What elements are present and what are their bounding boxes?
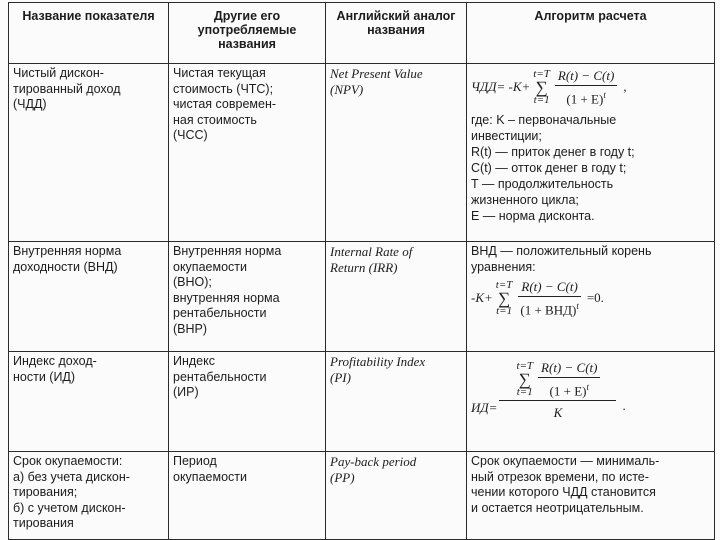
row-npv-other: Чистая текущая стоимость (ЧТС); чистая современ- ная стоимость (ЧСС) xyxy=(169,64,326,242)
legend-item: C(t) — отток денег в году t; xyxy=(471,161,627,176)
row-irr-other: Внутренняя норма окупаемости (ВНО); внутренняя норма рентабельности (ВНР) xyxy=(169,242,326,352)
sigma-icon: ∑ xyxy=(518,369,531,389)
legend-item: где: K – первоначальные инвестиции; xyxy=(471,113,617,144)
header-name: Название показателя xyxy=(9,3,169,64)
row-irr-english: Internal Rate of Return (IRR) xyxy=(326,242,467,352)
row-npv-english: Net Present Value (NPV) xyxy=(326,64,467,242)
npv-sum-sign: t=T ∑ t=1 xyxy=(533,67,550,106)
npv-formula: ЧДД= -K+ t=T ∑ t=1 $\frac{R(t) - C(t)}{(1 + E)^t}$ , xyxy=(471,67,627,106)
sigma-icon: ∑ xyxy=(498,288,511,308)
pi-outer-denominator: K xyxy=(553,405,563,421)
table-row xyxy=(9,242,715,352)
row-pp-other: Период окупаемости xyxy=(169,452,326,540)
irr-sum-sign: t=T ∑ t=1 xyxy=(495,278,513,317)
table-row xyxy=(9,352,715,452)
row-pp-algorithm: Срок окупаемости — минималь- ный отрезок времени, по исте- чении которого ЧДД становится и остается неотрицательным. xyxy=(467,452,715,540)
row-npv-algorithm xyxy=(467,64,715,242)
pi-formula-lhs: ИД= xyxy=(471,399,498,415)
legend-item: E — норма дисконта. xyxy=(471,209,595,224)
table-row xyxy=(9,64,715,242)
sigma-icon: ∑ xyxy=(535,77,548,97)
irr-description: ВНД — положительный корень уравнения: xyxy=(471,244,652,274)
npv-formula-lhs: ЧДД= -K+ xyxy=(471,79,531,95)
pi-sum-sign: t=T ∑ t=1 xyxy=(516,359,534,398)
legend-item: T — продолжительность жизненного цикла; xyxy=(471,177,614,208)
header-english: Английский аналог названия xyxy=(326,3,467,64)
pi-inner-fraction: $\frac{R(t) - C(t)}{(1 + E)^t}$ xyxy=(538,360,600,398)
row-pi-algorithm xyxy=(467,352,715,452)
row-pp-name: Срок окупаемости: а) без учета дискон- тирования; б) с учетом дискон- тирования xyxy=(9,452,169,540)
table-row xyxy=(9,452,715,540)
row-npv-name: Чистый дискон- тированный доход (ЧДД) xyxy=(9,64,169,242)
irr-formula-lhs: -K+ xyxy=(471,290,493,306)
npv-legend xyxy=(471,112,710,224)
row-pi-english: Profitability Index (PI) xyxy=(326,352,467,452)
row-pi-name: Индекс доход- ности (ИД) xyxy=(9,352,169,452)
indicators-table xyxy=(8,2,715,540)
row-irr-name: Внутренняя норма доходности (ВНД) xyxy=(9,242,169,352)
row-pp-english: Pay-back period (PP) xyxy=(326,452,467,540)
header-row xyxy=(9,3,715,64)
header-algorithm: Алгоритм расчета xyxy=(467,3,715,64)
npv-fraction: $\frac{R(t) - C(t)}{(1 + E)^t}$ xyxy=(555,68,617,106)
irr-fraction: $\frac{R(t) - C(t)}{(1 + ВНД)^t}$ xyxy=(520,279,579,317)
pi-formula: ИД= t=T ∑ t=1 $\frac{R(t) - C(t)}{(1 + E)^t}$ K . xyxy=(471,359,626,421)
header-other-names: Другие его употребляемые названия xyxy=(169,3,326,64)
legend-item: R(t) — приток денег в году t; xyxy=(471,145,635,160)
pi-outer-fraction xyxy=(499,360,616,421)
row-pi-other: Индекс рентабельности (ИР) xyxy=(169,352,326,452)
row-irr-algorithm xyxy=(467,242,715,352)
irr-formula: -K+ t=T ∑ t=1 $\frac{R(t) - C(t)}{(1 + ВНД)^t}$ =0. xyxy=(471,278,604,317)
